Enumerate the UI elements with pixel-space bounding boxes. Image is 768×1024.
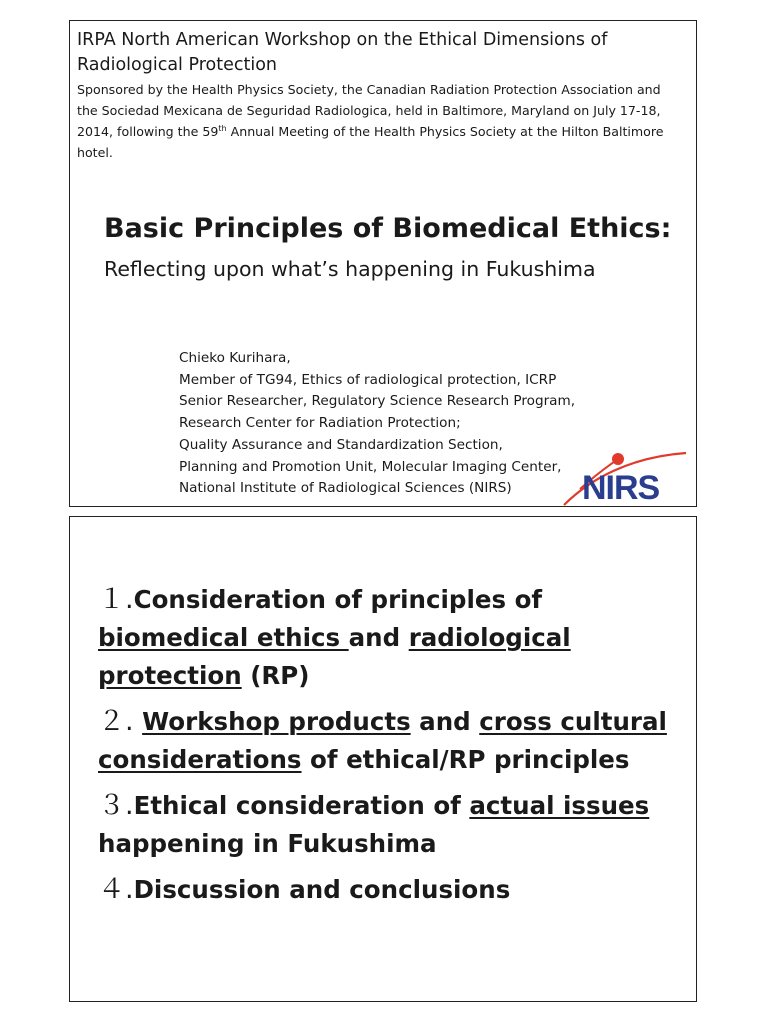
item-text: of ethical/RP principles bbox=[301, 745, 630, 774]
item-number: ４. bbox=[98, 874, 134, 905]
list-item bbox=[98, 787, 690, 863]
item-underlined-text: actual issues bbox=[469, 791, 650, 820]
author-block bbox=[179, 348, 599, 500]
item-underlined-text: radiological protection bbox=[98, 623, 571, 690]
item-underlined-text: cross cultural considerations bbox=[98, 707, 667, 774]
sponsor-text-sup: th bbox=[218, 123, 227, 133]
nirs-logo-icon bbox=[560, 449, 690, 507]
logo-text: NIRS bbox=[582, 469, 660, 507]
item-number: ３. bbox=[98, 790, 134, 821]
item-underlined-text: Workshop products bbox=[142, 707, 411, 736]
sponsor-text-part2: Annual Meeting of the Health Physics Society at the Hilton Baltimore hotel. bbox=[77, 124, 664, 160]
author-line: Senior Researcher, Regulatory Science Research Program, bbox=[179, 393, 576, 410]
sponsor-text-part1: Sponsored by the Health Physics Society, the Canadian Radiation Protection Association and the Sociedad Mexicana de Seguridad Radiologica, held in Baltimore, Maryland on July 17-18, 2014, following the 59 bbox=[77, 82, 661, 139]
item-text bbox=[134, 707, 143, 736]
item-text: Consideration of principles of bbox=[133, 585, 543, 614]
presentation-title: Basic Principles of Biomedical Ethics: bbox=[104, 213, 672, 244]
item-text: and bbox=[348, 623, 409, 652]
list-item bbox=[98, 581, 690, 695]
item-underlined-text: biomedical ethics bbox=[98, 623, 349, 652]
title-slide bbox=[69, 20, 697, 507]
author-line: Member of TG94, Ethics of radiological protection, ICRP bbox=[179, 371, 557, 388]
presentation-subtitle: Reflecting upon what’s happening in Fukushima bbox=[104, 257, 596, 281]
list-item bbox=[98, 871, 690, 909]
item-text: Ethical consideration of bbox=[133, 791, 470, 820]
item-text: happening in Fukushima bbox=[98, 829, 437, 858]
author-line: Planning and Promotion Unit, Molecular Imaging Center, bbox=[179, 458, 562, 475]
sponsor-text bbox=[77, 79, 677, 163]
author-line: National Institute of Radiological Sciences (NIRS) bbox=[179, 480, 512, 497]
workshop-title: IRPA North American Workshop on the Ethical Dimensions of Radiological Protection bbox=[77, 30, 608, 75]
item-text: and bbox=[410, 707, 480, 736]
outline-slide bbox=[69, 516, 697, 1002]
item-number: １. bbox=[98, 584, 134, 615]
list-item bbox=[98, 703, 690, 779]
item-text: Discussion and conclusions bbox=[133, 875, 511, 904]
author-line: Research Center for Radiation Protection; bbox=[179, 415, 461, 432]
outline-list bbox=[98, 581, 690, 917]
author-line: Quality Assurance and Standardization Section, bbox=[179, 436, 503, 453]
item-number: ２. bbox=[98, 706, 134, 737]
item-text: (RP) bbox=[241, 661, 310, 690]
author-line: Chieko Kurihara, bbox=[179, 350, 291, 366]
